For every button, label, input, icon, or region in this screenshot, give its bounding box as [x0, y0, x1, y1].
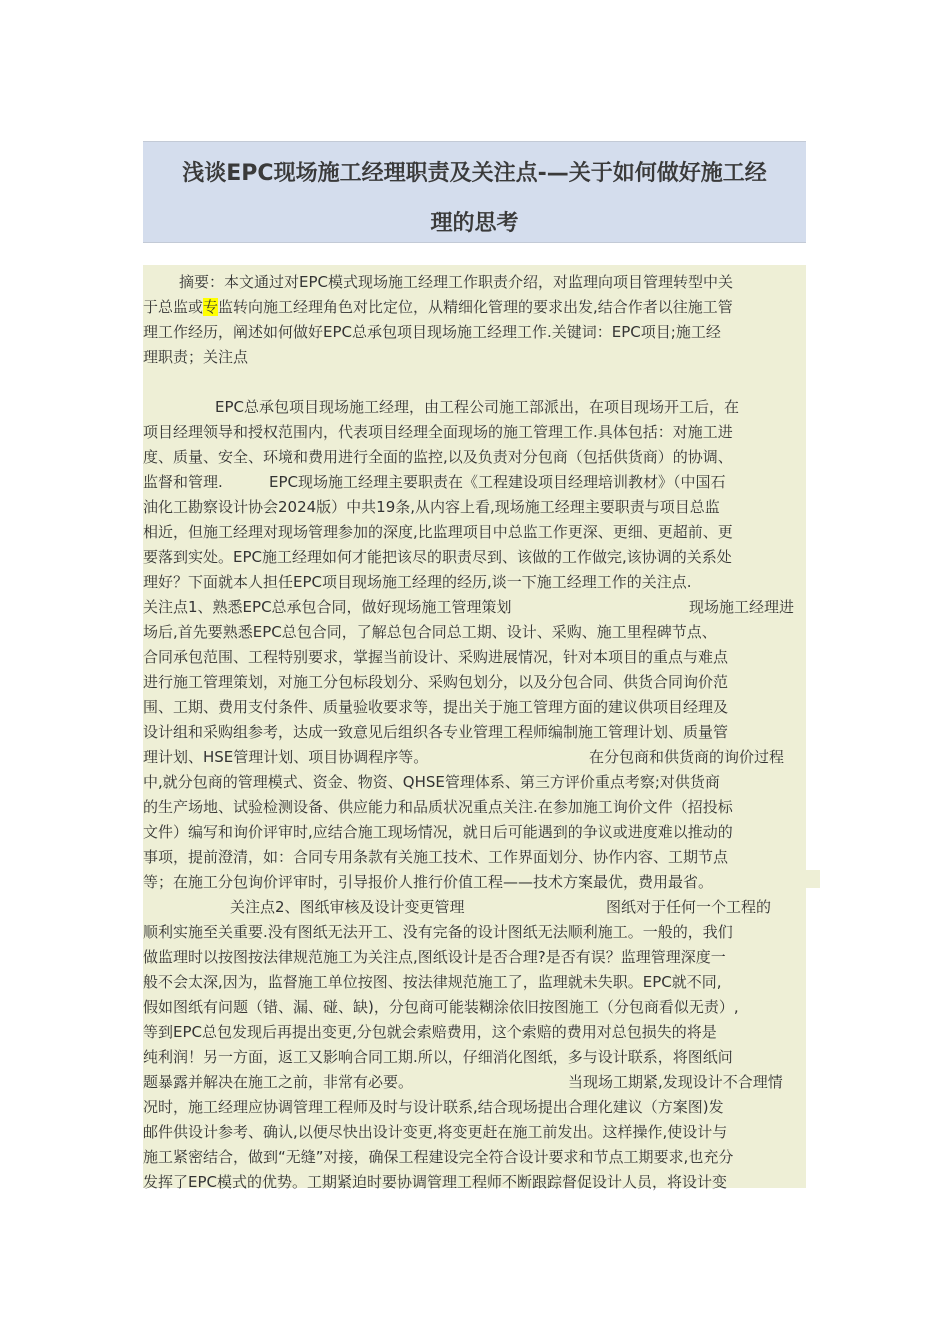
body-line: 现场施工经理进: [689, 598, 795, 616]
body-line: 文件）编写和询价评审时,应结合施工现场情况，就日后可能遇到的争议或进度难以推动的: [143, 823, 733, 841]
body-line: 合同承包范围、工程特别要求，掌握当前设计、采购进展情况，针对本项目的重点与难点: [143, 648, 729, 666]
body-line: 进行施工管理策划，对施工分包标段划分、采购包划分，以及分包合同、供货合同询价范: [143, 673, 729, 691]
page-title-line-2: 理的思考: [430, 211, 519, 236]
body-line: 理计划、HSE管理计划、项目协调程序等。: [143, 748, 429, 766]
body-line: 题暴露并解决在施工之前，非常有必要。: [143, 1073, 414, 1091]
body-line: 场后,首先要熟悉EPC总包合同，了解总包合同总工期、设计、采购、施工里程碑节点、: [143, 623, 717, 641]
body-line: 相近，但施工经理对现场管理参加的深度,比监理项目中总监工作更深、更细、更超前、更: [143, 523, 733, 541]
abstract-line: 理职责；关注点: [143, 348, 249, 366]
body-line: 图纸对于任何一个工程的: [606, 898, 772, 916]
abstract-line: 摘要：本文通过对EPC模式现场施工经理工作职责介绍，对监理向项目管理转型中关: [179, 273, 734, 291]
body-line: 顺利实施至关重要.没有图纸无法开工、没有完备的设计图纸无法顺利施工。一般的，我们: [143, 923, 733, 941]
abstract-line: [143, 297, 733, 317]
body-line: 油化工勘察设计协会2024版）中共19条,从内容上看,现场施工经理主要职责与项目总监: [143, 498, 720, 516]
body-line: 理好？下面就本人担任EPC项目现场施工经理的经历,谈一下施工经理工作的关注点.: [143, 573, 692, 591]
body-line: 况时，施工经理应协调管理工程师及时与设计联系,结合现场提出合理化建议（方案图)发: [143, 1098, 724, 1116]
body-line: 般不会太深,因为，监督施工单位按图、按法律规范施工了，监理就未失职。EPC就不同,: [143, 973, 722, 991]
body-line: 当现场工期紧,发现设计不合理情: [568, 1073, 783, 1091]
body-line: 的生产场地、试验检测设备、供应能力和品质状况重点关注.在参加施工询价文件（招投标: [143, 798, 733, 816]
page-title-line-1: 浅谈EPC现场施工经理职责及关注点-—关于如何做好施工经: [182, 161, 767, 186]
body-line: EPC总承包项目现场施工经理，由工程公司施工部派出，在项目现场开工后，在: [215, 398, 740, 416]
body-line: 纯利润！另一方面，返工又影响合同工期.所以，仔细消化图纸，多与设计联系，将图纸问: [143, 1048, 733, 1066]
body-line: 要落到实处。EPC施工经理如何才能把该尽的职责尽到、该做的工作做完,该协调的关系处: [143, 548, 732, 566]
title-banner: [143, 141, 806, 243]
body-line: 等到EPC总包发现后再提出变更,分包就会索赔费用，这个索赔的费用对总包损失的将是: [143, 1023, 717, 1041]
body-line: 围、工期、费用支付条件、质量验收要求等，提出关于施工管理方面的建议供项目经理及: [143, 698, 729, 716]
highlighted-text: 专: [203, 298, 219, 316]
abstract-section: [143, 265, 806, 370]
body-section: [143, 370, 806, 1191]
body-line: 等；在施工分包询价评审时，引导报价人推行价值工程——技术方案最优，费用最省。: [143, 873, 714, 891]
abstract-text: 监转向施工经理角色对比定位，从精细化管理的要求出发,结合作者以往施工管: [218, 298, 733, 316]
body-line: 项目经理领导和授权范围内，代表项目经理全面现场的施工管理工作.具体包括：对施工进: [143, 423, 733, 441]
section-heading: 关注点1、熟悉EPC总承包合同，做好现场施工管理策划: [143, 598, 512, 616]
body-line: 度、质量、安全、环境和费用进行全面的监控,以及负责对分包商（包括供货商）的协调、: [143, 448, 733, 466]
body-line: 在分包商和供货商的询价过程: [589, 748, 785, 766]
section-heading: 关注点2、图纸审核及设计变更管理: [230, 898, 465, 916]
body-line: 发挥了EPC模式的优势。工期紧迫时要协调管理工程师不断跟踪督促设计人员，将设计变: [143, 1173, 728, 1191]
body-line: 设计组和采购组参考，达成一致意见后组织各专业管理工程师编制施工管理计划、质量管: [143, 723, 729, 741]
body-line: 假如图纸有问题（错、漏、碰、缺)，分包商可能装糊涂依旧按图施工（分包商看似无责）,: [143, 998, 739, 1016]
body-line: EPC现场施工经理主要职责在《工程建设项目经理培训教材》（中国石: [269, 473, 726, 491]
body-line: 做监理时以按图按法律规范施工为关注点,图纸设计是否合理?是否有误？监理管理深度一: [143, 948, 726, 966]
abstract-text: 于总监或: [143, 298, 204, 316]
body-line: 施工紧密结合，做到“无缝”对接，确保工程建设完全符合设计要求和节点工期要求,也充分: [143, 1148, 734, 1166]
body-line: 事项，提前澄清，如：合同专用条款有关施工技术、工作界面划分、协作内容、工期节点: [143, 848, 729, 866]
background-fragment: [806, 870, 820, 888]
body-line: 中,就分包商的管理模式、资金、物资、QHSE管理体系、第三方评价重点考察;对供货商: [143, 773, 720, 791]
body-line: 监督和管理.: [143, 473, 223, 491]
abstract-line: 理工作经历，阐述如何做好EPC总承包项目现场施工经理工作.关键词：EPC项目;施工经: [143, 323, 721, 341]
body-line: 邮件供设计参考、确认,以便尽快出设计变更,将变更赶在施工前发出。这样操作,使设计与: [143, 1123, 728, 1141]
